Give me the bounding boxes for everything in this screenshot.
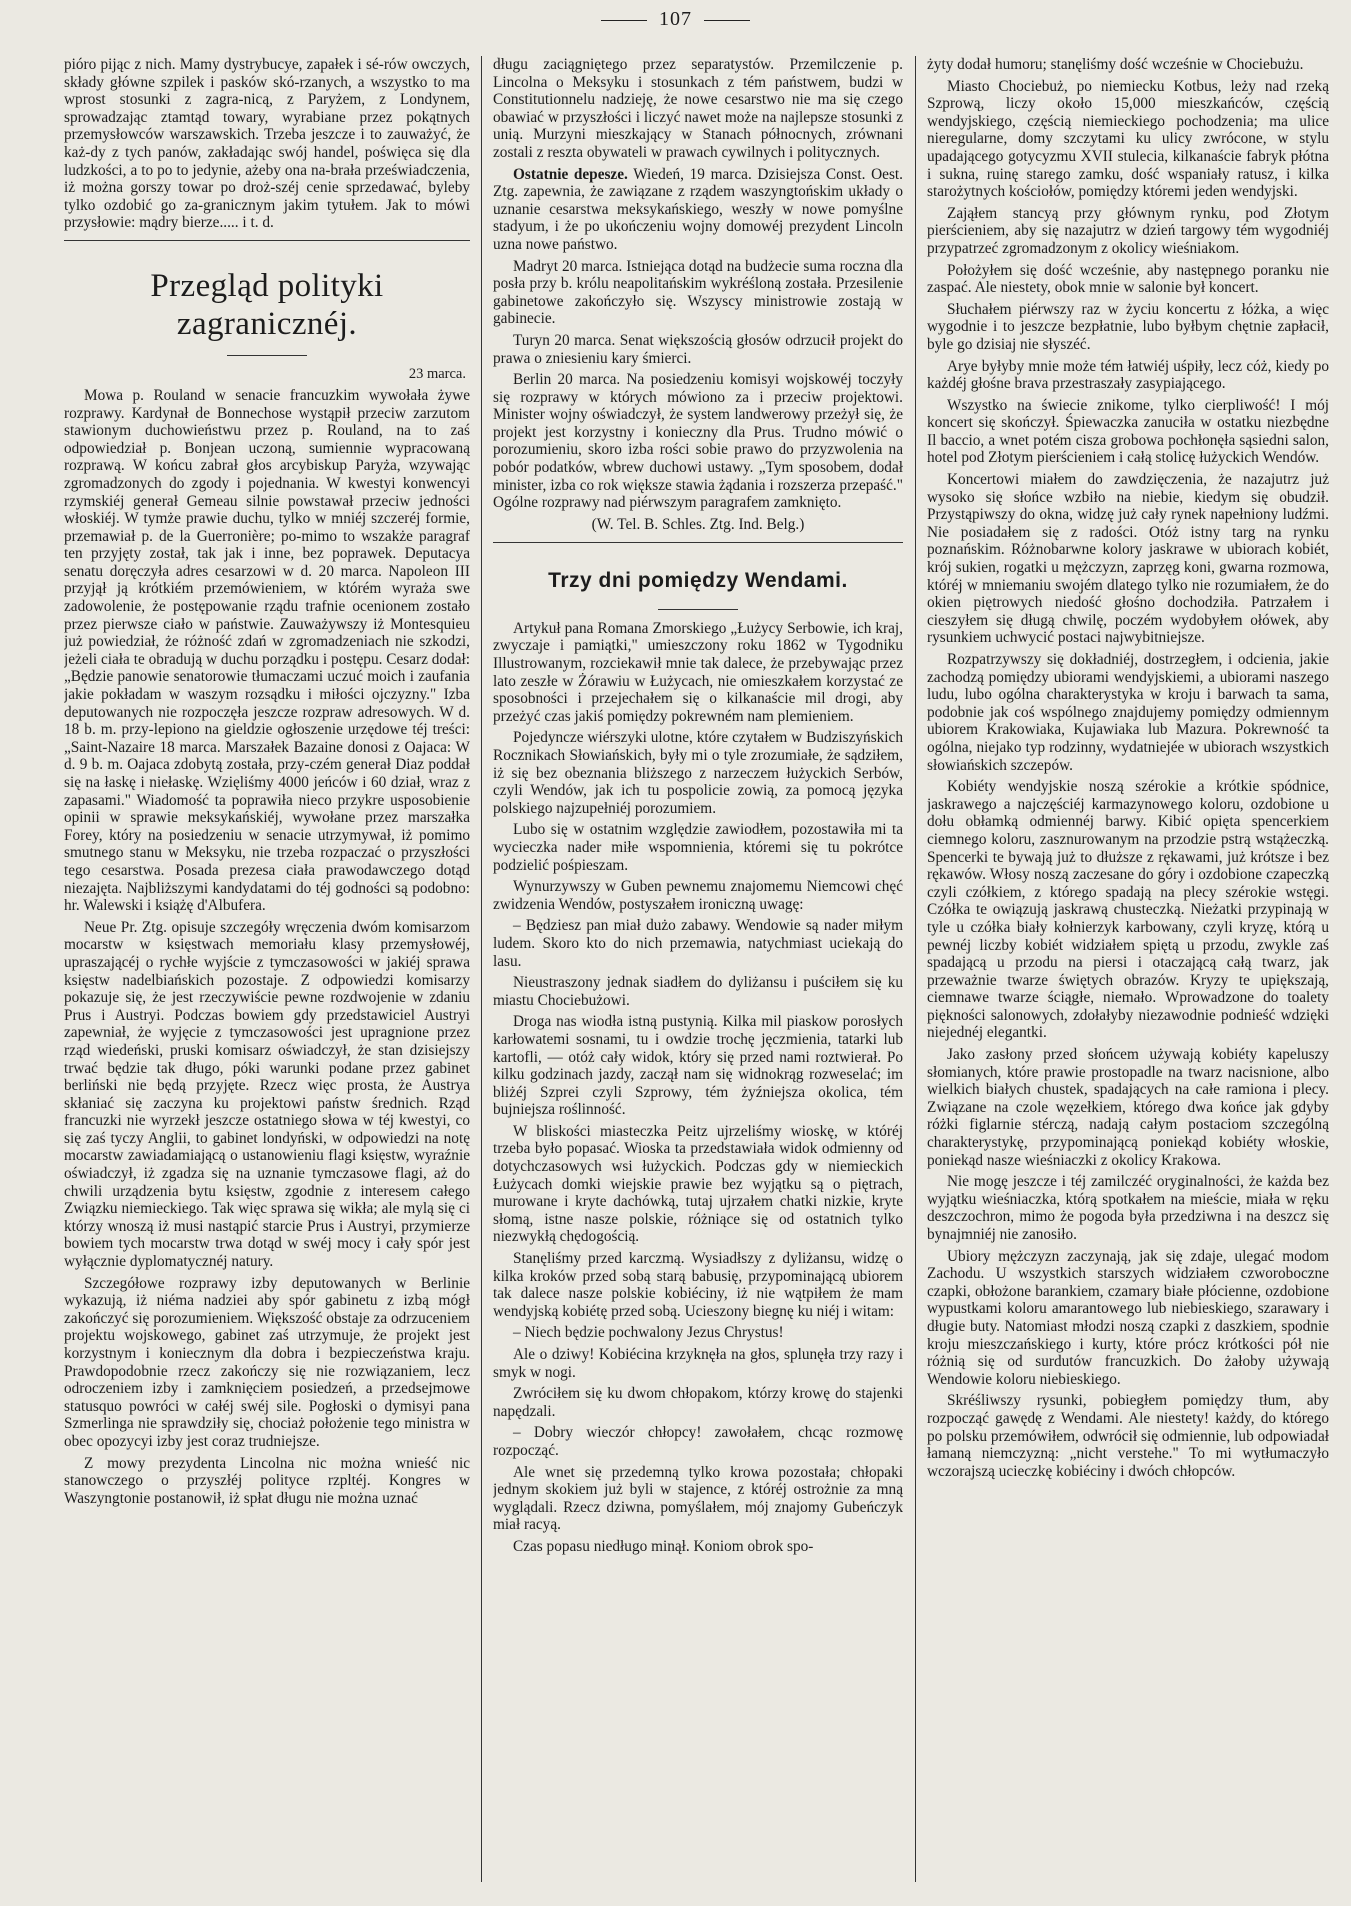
column-2 (493, 56, 903, 1896)
paragraph: Madryt 20 marca. Istniejąca dotąd na budżecie suma roczna dla posła przy b. królu neapolitańskim wykréśloną została. Przesilenie gabinetowe zakończyło się. Wszyscy ministrowie zostają w gabinecie. (493, 257, 903, 328)
paragraph: żyty dodał humoru; stanęliśmy dość wcześnie w Chociebużu. (927, 56, 1304, 73)
section-heading-wends: Trzy dni pomiędzy Wendami. (548, 568, 848, 592)
paragraph: Ubiory mężczyzn zaczynają, jak się zdaje, ulegać modom Zachodu. U wszystkich starszych widziałem czworoboczne czapki, obłożone barankiem, czamary białe płócienne, ozdobione wypustkami koloru amarantowego lub niebieskiego, szarawary i długie buty. Natomiast młodzi noszą czapki z daszkiem, spodnie kroju mieszczańskiego i kurty, które prócz krótkości pół nie różnią się od surdutów francuzkich. Do żałoby używają Wendowie koloru niebieskiego. (927, 1247, 1329, 1388)
paragraph: Kobiéty wendyjskie noszą szérokie a krótkie spódnice, jaskrawego a najczęściéj karmazynowego koloru, ozdobione u dołu obłamką odmiennéj barwy. Kibić opięta spencerkiem ciemnego koloru, zasznurowanym na przodzie pstrą wstążeczką. Spencerki te bywają już to dłuższe z rękawami, już krótsze i bez rękawów. Włosy noszą zaczesane do góry i ozdobione czapeczką czyli czółkiem, z którego spadają na plecy szérokie wstęgi. Czółka te owiązują jaskrawą chusteczką. Nieżatki przypinają w tyle u czółka biały kołnierzyk karbowany, czyli kryzę, którą u pewnéj liczby kobiét widziałem spiętą u przodu, zwykle zaś spadającą u przodu na piersi i otaczającą całą twarz, jak przeważnie twarze świętych obrazów. Kryzy te upiększają, ciemnawe twarze ściągłe, niemało. Wprowadzone do toalety piękności salonowych, zdołałyby niezawodnie podnieść wdzięki niejednéj elegantki. (927, 778, 1329, 1042)
dateline: 23 marca. (408, 365, 466, 382)
paragraph: Lubo się w ostatnim względzie zawiodłem, pozostawiła mi ta wycieczka nader miłe wspomnienia, któremi się tu pokrótce podzielić pośpieszam. (493, 821, 903, 874)
paragraph: Neue Pr. Ztg. opisuje szczegóły wręczenia dwóm komisarzom mocarstw w księstwach memoriału klasy przemysłowéj, upraszającéj o rychłe wyjście z tymczasowości w jakiéj sprawa księstw nadelbiańskich pozostaje. Z odpowiedzi komisarzy pokazuje się, że jest rzeczywiście pewne rozdwojenie w zdaniu Prus i Austryi. Podczas bowiem gdy przedstawiciel Austryi zapewniał, że wyjęcie z tymczasowości jest upragnione przez rząd wiedeński, pruski komisarz oświadczył, że stan dzisiejszy trwać będzie tak długo, póki warunki podane przez gabinet berliński nie będą przyjęte. Rzecz więc prosta, że Austrya skłaniać się zaczyna ku projektowi państw średnich. Rząd francuzki nie wyrzekł jeszcze ostatniego słowa w téj kwestyi, co się zaś tyczy Anglii, to gabinet londyński, w odpowiedzi na notę mocarstw zawiadamiającą o ustanowieniu flagi księstw, wyraźnie oświadczył, iż zgadza się na uznanie tymczasowe flagi, aż do chwili urządzenia bytu księstw, zgodnie z interesem całego Związku niemieckiego. Tak więc sprawa się wikła; ale mylą się ci którzy wnoszą iż musi nastąpić starcie Prus i Austryi, przymierze bowiem tych mocarstw trwa dotąd w swéj mocy i cały spór jest wyłącznie dyplomatycznéj natury. (64, 918, 470, 1271)
column-1 (64, 56, 470, 1896)
paragraph: Arye byłyby mnie może tém łatwiéj uśpiły, lecz cóż, kiedy po każdéj głośne brava przestraszały zasypiającego. (927, 357, 1329, 393)
paragraph: – Dobry wieczór chłopcy! zawołałem, chcąc rozmowę rozpocząć. (493, 1424, 903, 1459)
column-3 (927, 56, 1329, 1896)
column-rule-1 (481, 56, 482, 1882)
paragraph: Stanęliśmy przed karczmą. Wysiadłszy z dyliżansu, widzę o kilka kroków przed sobą starą babusię, przypominającą ubiorem tak dalece nasze polskie kobiéciny, iż nie wątpiłem że mam wendyjską kobiétę przed sobą. Ucieszony biegnę ku niéj i witam: (493, 1250, 903, 1320)
paragraph: Pojedyncze wiérszyki ulotne, które czytałem w Budziszyńskich Rocznikach Słowiańskich, były mi o tyle zrozumiałe, że sądziłem, iż się bez obeznania bliższego z narzeczem łużyckich Serbów, czyli Wendów, jak ich tu pospolicie zowią, za pomocą języka polskiego najzupełniéj porozumiem. (493, 729, 903, 817)
paragraph: Słuchałem piérwszy raz w życiu koncertu z łóżka, a więc wygodnie i to jeszcze bezpłatnie, lubo byłbym chętnie zapłacił, byle go dzisiaj nie słyszéć. (927, 300, 1329, 353)
paragraph-dispatches (493, 166, 903, 254)
page-number (0, 8, 1351, 31)
heading-underline (227, 355, 307, 356)
folio-dash-right (704, 20, 750, 21)
paragraph: Mowa p. Rouland w senacie francuzkim wywołała żywe rozprawy. Kardynał de Bonnechose wystąpił przeciw zarzutom stawionym duchowieństwu przez p. Rouland, na to zaś odpowiedział p. Bonjean uczoną, sumiennie wypracowaną rozprawą. W końcu zabrał głos arcybiskup Paryża, wzywając zgromadzonych do zgody i pojednania. W kwestyi konwencyi rzymskiéj generał Gemeau silnie powstawał przeciw jedności włoskiéj. W tymże prawie duchu, tylko w mniéj szczeréj formie, przemawiał p. de la Guerronière; po-mimo to wszakże paragraf ten przyjęty został, tak jak i inne, bez poprawek. Deputacya senatu doręczyła adres cesarzowi w d. 20 marca. Napoleon III przyjął ją krótkiém przemówieniem, w którém wyraża swe zadowolenie, że postępowanie rządu trafnie ocenionem zostało przez pierwsze ciało w państwie. Zauważywszy iż Montesquieu już powiedział, że różność zdań w zgromadzeniach nie szkodzi, jeżeli ciała te obradują w duchu porządku i postępu. Cesarz dodał: „Będzie panowie senatorowie tłumaczami uczuć moich i zaufania jakie pokładam w waszym rozsądku i miłości ojczyzny." Izba deputowanych nie rozpoczęła jeszcze rozpraw adresowych. W d. 18 b. m. przy-lepiono na gieldzie ogłoszenie urzędowe téj treści: „Saint-Nazaire 18 marca. Marszałek Bazaine donosi z Oajaca: W d. 9 b. m. Oajaca zdobytą została, przy-czém generał Diaz poddał się na łaskę i niełaskę. Wzięliśmy 4000 jeńców i 60 dział, wraz z zapasami." Wiadomość ta poprawiła nieco przykre usposobienie opinii w sprawie meksykańskiéj, wywołane przez marszałka Forey, który na posiedzeniu w senacie utrzymywał, iż pomimo smutnego stanu w Meksyku, nie trzeba rozpaczać o przyszłości tego cesarstwa. Posada prezesa ciała prawodawczego dotąd niezajęta. Najbliższymi kandydatami do téj godności są podobno: hr. Walewski i książę d'Albufera. (64, 386, 470, 915)
column-rule-2 (915, 56, 916, 1882)
dispatch-vienna: Wiedeń, 19 marca. Dzisiejsza Const. Oest. Ztg. zapewnia, że zawiązane z rządem waszyngtońskim układy o uznanie cesarstwa meksykańskiego, weszły w nowe pomyślne stadyum, i że po ukończeniu wojny domowéj prezydent Lincoln uzna nowe państwo. (493, 165, 903, 253)
dispatches-label: Ostatnie depesze. (513, 165, 628, 183)
paragraph: – Niech będzie pochwalony Jezus Chrystus! (513, 1324, 784, 1342)
heading-underline (658, 609, 738, 610)
paragraph: Droga nas wiodła istną pustynią. Kilka mil piaskow porosłych karłowatemi sosnami, tu i owdzie trochę jęczmienia, tatarki lub kartofli, — otóż cały widok, który się przed nami roztwierał. Po kilku godzinach jazdy, zaczął nam się widnokrąg rozweselać; im bliżéj Szprei czyli Szprowy, tém żyźniejsza okolica, tém bujniejsza roślinność. (493, 1013, 903, 1119)
paragraph: Czas popasu niedługo minął. Koniom obrok spo- (513, 1537, 814, 1555)
paragraph: Rozpatrzywszy się dokładniéj, dostrzegłem, i odcienia, jakie zachodzą pomiędzy ubiorami wendyjskiemi, a ubiorami naszego ludu, lubo ogólna charakterystyka w kroju i barwach ta sama, podobnie jak coś wspólnego znajdujemy pomiędzy odmiennym ubiorem Krakowiaka, Kujawiaka lub Mazura. Pokrewność ta ogólna, niejako typ rodzinny, wydatniejée w ubiorach wszystkich słowiańskich szczepów. (927, 651, 1329, 774)
page-number-text: 107 (659, 8, 692, 30)
paragraph: Ale o dziwy! Kobiécina krzyknęła na głos, splunęła trzy razy i smyk w nogi. (493, 1346, 903, 1381)
paragraph: Wynurzywszy w Guben pewnemu znajomemu Niemcowi chęć zwidzenia Wendów, postyszałem ironiczną uwagę: (493, 878, 903, 913)
paragraph: Turyn 20 marca. Senat większością głosów odrzucił projekt do prawa o zniesieniu kary śmierci. (493, 331, 903, 367)
paragraph: Nieustraszony jednak siadłem do dyliżansu i puściłem się ku miastu Chociebużowi. (493, 974, 903, 1009)
source-signature: (W. Tel. B. Schles. Ztg. Ind. Belg.) (591, 515, 805, 533)
paragraph: – Będziesz pan miał dużo zabawy. Wendowie są nader miłym ludem. Skoro kto do nich przemawia, natychmiast uciekają do lasu. (493, 917, 903, 970)
paragraph: Koncertowi miałem do zawdzięczenia, że nazajutrz już wysoko się słońce wzbiło na niebie, kiedym się obudził. Przystąpiwszy do okna, widzę już cały rynek napełniony ludźmi. Nie posiadałem się z radości. Otóż istny targ na rynku poznańskim. Różnobarwne kolory jaskrawe w ubiorach kobiét, krój sukien, rogatki u mężczyzn, zaprzęg koni, gwarna rozmowa, któréj w mniemaniu swojém dlatego tylko nie rozumiałem, że do okien piętrowych niedość głośno dochodziła. Patrzałem i cieszyłem się długą chwilę, poczém wydobyłem ołówek, aby rysunkiem uchwycić postaci najwybitniejsze. (927, 471, 1329, 647)
paragraph: Artykuł pana Romana Zmorskiego „Łużycy Serbowie, ich kraj, zwyczaje i pamiątki," umieszczony roku 1862 w Tygodniku Illustrowanym, rozciekawił mnie tak dalece, że przebywając przez lato zeszłe w Żórawiu w Łużycach, nie omieszkałem korzystać ze sposobności i przejechałem się o kilkanaście mil drogi, aby przeżyć czas jakiś pomiędzy pokrewném nam plemieniem. (493, 619, 903, 725)
paragraph: W bliskości miasteczka Peitz ujrzeliśmy wioskę, w któréj trzeba było popasać. Wioska ta przedstawiała widok odmienny od dotychczasowych wsi łużyckich. Podczas gdy w niemieckich Łużycach domki wiejskie prawie bez wyjątku są o piętrach, murowane i kryte dachówką, tutaj ujrzałem chatki nizkie, kryte słomą, istne nasze polskie, różniące się od ostatnich tylko niezwykłą chędogością. (493, 1122, 903, 1246)
section-divider (64, 240, 470, 241)
paragraph: długu zaciągniętego przez separatystów. Przemilczenie p. Lincolna o Meksyku i stosunkach z tém państwem, budzi w Constitutionnelu nadzieję, że nowe cesarstwo nie ma się czego obawiać w przyszłości i liczyć nawet może na najlepsze stosunki z unią. Murzyni mieszkający w Stanach północnych, zrównani zostali z reszta obywateli w prawach cywilnych i politycznych. (493, 56, 903, 161)
paragraph: Szczegółowe rozprawy izby deputowanych w Berlinie wykazują, iż niéma nadziei aby spór gabinetu z izbą mógł zakończyć się porozumieniem. Większość obstaje za odrzuceniem projektu wojskowego, gabinet zaś utrzymuje, że projekt jest korzystnym i koniecznym dla dobra i bezpieczeństwa kraju. Prawdopodobnie rzecz zakończy się nie rozwiązaniem, lecz odroczeniem izby i zamknięciem posiedzeń, a przedsejmowe statusquo powróci w całéj swéj sile. Pogłoski o dymisyi pana Szmerlinga nie sprawdziły się, chociaż położenie tego ministra w obec opozycyi izby jest coraz trudniejsze. (64, 1274, 470, 1450)
paragraph: Jako zasłony przed słońcem używają kobiéty kapeluszy słomianych, które prawie prostopadle na twarz nacisnione, albo wielkich białych chustek, spadających na całe ramiona i plecy. Związane na czole węzełkiem, którego dwa końce jak gdyby różki figlarnie stérczą, nadają całym postaciom szczególną charakterystykę, przypominającą poniekąd kobiéty włoskie, poniekąd nasze wieśniaczki z okolicy Krakowa. (927, 1046, 1329, 1169)
paragraph: Położyłem się dość wcześnie, aby następnego poranku nie zaspać. Ale niestety, obok mnie w salonie był koncert. (927, 261, 1329, 297)
paragraph: Z mowy prezydenta Lincolna nic można wnieść nic stanowczego o przyszłéj polityce rzpltéj. Kongres w Waszyngtonie postanowił, iż spłat długu nie można uznać (64, 1454, 470, 1507)
paragraph: Skréśliwszy rysunki, pobiegłem pomiędzy tłum, aby rozpocząć gawędę z Wendami. Ale niestety! każdy, do którego po polsku przemówiłem, odwrócił się odmiennie, lub odpowiadał łamaną niemczyzną: „nicht verstehe." To mi wytłumaczyło wczorajszą ucieczkę kobiéciny i dwóch chłopców. (927, 1392, 1329, 1480)
folio-dash-left (601, 20, 647, 21)
paragraph: Miasto Chociebuż, po niemiecku Kotbus, leży nad rzeką Szprową, liczy około 15,000 mieszkańców, częścią wendyjskiego, częścią niemieckiego pochodzenia; ma ulice nieregularne, domy szczytami ku ulicy zwrócone, w stylu upadającego gotycyzmu XVII stulecia, kilkanaście fabryk płótna i sukna, ruinę starego zamku, dość wspaniały ratusz, i kilka starożytnych kościołów, pomiędzy któremi jeden wendyjski. (927, 77, 1329, 201)
paragraph: Berlin 20 marca. Na posiedzeniu komisyi wojskowéj toczyły się rozprawy w których mówiono za i przeciw projektowi. Minister wojny oświadczył, że system landwerowy przeżył się, że projekt jest korzystny i konieczny dla Prus. Trudno mówić o porozumieniu, skoro izba rości sobie prawo do przyzwolenia na pobór podatków, wbrew duchowi ustawy. „Tym sposobem, dodał minister, izba co rok większe stawia żądania i rozszerza przepaść." Ogólne rozprawy nad piérwszym paragrafem zamknięto. (493, 371, 903, 512)
paragraph: Zająłem stancyą przy głównym rynku, pod Złotym pierścieniem, aby się nazajutrz w dzień targowy tém wygodniéj przypatrzeć zgromadzonym z okolicy wieśniakom. (927, 204, 1329, 257)
paragraph: Zwróciłem się ku dwom chłopakom, którzy krowę do stajenki napędzali. (493, 1385, 903, 1420)
section-heading-politics: Przegląd polityki zagranicznéj. (150, 267, 384, 342)
paragraph: Wszystko na świecie znikome, tylko cierpliwość! I mój koncert się skończył. Śpiewaczka zanuciła w ostatku niezbędne Il baccio, a wnet potém cisza grobowa pochłonęła sąsiedni salon, hotel pod Złotym pierścieniem i całą stolicę łużyckich Wendów. (927, 396, 1329, 467)
paragraph: pióro pijąc z nich. Mamy dystrybucye, zapałek i sé-rów owczych, składy główne szpilek i pasków skó-rzanych, a wszystko to ma wprost stosunki z zagra-nicą, z Paryżem, z Londynem, sprowadzając ztamtąd towary, wyrabiane przez pokątnych przemysłowców warszawskich. Trzeba jeszcze i to zauważyć, że każ-dy z tych panów, zakładając swój handel, poświęca się dla ludzkości, a to po to jedynie, ażeby ona na-brała przeświadczenia, iż można gorszy towar po droż-széj cenie sprzedawać, byleby tylko ozdobić go za-granicznym jakim tytułem. Jak to mówi przysłowie: mądry bierze..... i t. d. (64, 56, 470, 232)
paragraph: Ale wnet się przedemną tylko krowa pozostała; chłopaki jednym skokiem już byli w stajence, z któréj ostrożnie za mną wyglądali. Rzecz dziwna, pomyślałem, mój znajomy Gubeńczyk miał racyą. (493, 1463, 903, 1534)
paragraph: Nie mogę jeszcze i téj zamilczéć oryginalności, że każda bez wyjątku wieśniaczka, którą spotkałem na mieście, miała w ręku deszczochron, mimo że pogoda była przedziwna i na deszcz się bynajmniéj nie zanosiło. (927, 1173, 1329, 1243)
section-divider (493, 542, 903, 543)
